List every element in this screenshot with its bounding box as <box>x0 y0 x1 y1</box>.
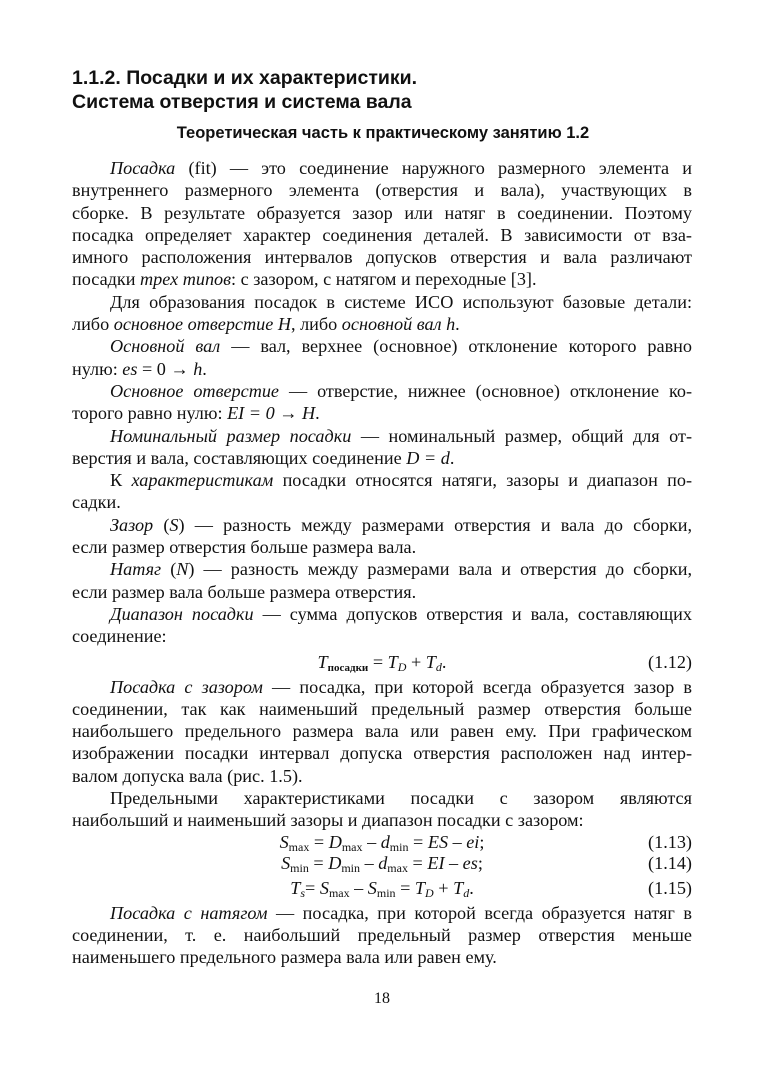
subscript-text: посадки <box>327 661 369 674</box>
subscript-text: max <box>328 885 350 900</box>
italic-text: D <box>328 831 342 852</box>
text-segment: . <box>202 358 207 379</box>
text-line <box>72 581 692 603</box>
italic-text: T <box>317 651 328 672</box>
italic-text: EI – es <box>427 852 478 873</box>
equation-number: (1.12) <box>648 651 692 672</box>
text-segment: наибольший и наименьший зазоры и диапазон посадки с зазором: <box>72 810 584 831</box>
line-text <box>72 314 460 334</box>
text-line <box>72 202 692 224</box>
text-segment: наименьшего предельного размера вала или равен ему. <box>72 947 497 968</box>
italic-text: трех типов <box>140 269 232 290</box>
text-segment: внутреннего размерного элемента (отверстия и вала), участвующих в <box>72 180 692 201</box>
text-segment: – <box>362 831 381 852</box>
text-line <box>72 946 692 968</box>
subscript-text: d <box>435 659 442 674</box>
text-line <box>72 380 692 402</box>
text-segment: ; <box>479 831 485 852</box>
italic-text: T <box>453 877 464 898</box>
text-segment: = 0 → <box>137 358 194 379</box>
text-segment: . <box>441 651 447 672</box>
italic-text: Номинальный размер посадки <box>110 425 352 446</box>
text-segment: соединении, т. е. наибольший предельный размер отверстия меньше <box>72 924 692 945</box>
text-segment: посадки относятся натяги, зазоры и диапазон по- <box>273 470 692 491</box>
page-number: 18 <box>374 990 390 1007</box>
text-line <box>72 402 692 424</box>
text-line <box>72 514 692 536</box>
line-text <box>72 699 692 719</box>
italic-text: T <box>425 651 436 672</box>
text-segment: сборке. В результате образуется зазор или натяг в соединении. Поэтому <box>72 202 692 223</box>
italic-text: Натяг <box>110 559 162 580</box>
text-segment: — посадка, при которой всегда образуется зазор в <box>262 676 692 697</box>
equation-number: (1.14) <box>648 852 692 873</box>
text-segment: = <box>368 651 388 672</box>
line-text <box>72 180 692 200</box>
italic-text: D <box>328 852 342 873</box>
text-segment: нулю: <box>72 358 123 379</box>
italic-text: Основной вал <box>110 336 221 357</box>
text-segment: наибольшего предельного размера вала или равен ему. При графическом <box>72 721 692 742</box>
line-text <box>110 677 692 697</box>
section-subtitle: Теоретическая часть к практическому занятию 1.2 <box>176 124 590 142</box>
text-segment: , либо <box>290 314 342 335</box>
text-segment: если размер вала больше размера отверстия. <box>72 581 417 602</box>
italic-text: S <box>279 831 289 852</box>
text-line <box>72 291 692 313</box>
line-text <box>72 810 584 830</box>
line-text <box>72 947 497 967</box>
text-segment: — посадка, при которой всегда образуется натяг в <box>267 902 693 923</box>
formula-expression <box>318 652 447 672</box>
italic-text: S <box>367 877 377 898</box>
italic-text: d <box>380 831 390 852</box>
text-segment: ( <box>161 559 177 580</box>
line-text <box>72 359 207 379</box>
text-line <box>72 224 692 246</box>
subscript-text: D <box>425 885 434 900</box>
text-line <box>72 268 692 290</box>
italic-text: h <box>193 358 203 379</box>
text-line <box>72 765 692 787</box>
text-segment: — вал, верхнее (основное) отклонение которого равно <box>220 336 692 357</box>
text-segment: садки. <box>72 492 121 513</box>
line-text <box>72 626 167 646</box>
document-body <box>72 157 692 969</box>
text-segment: верстия и вала, составляющих соединение <box>72 447 407 468</box>
text-line <box>72 676 692 698</box>
text-line <box>72 469 692 491</box>
italic-text: Диапазон посадки <box>110 603 254 624</box>
text-segment: = <box>408 831 428 852</box>
subscript-text: min <box>341 860 361 875</box>
text-line <box>72 491 692 513</box>
line-text <box>72 582 416 602</box>
line-text <box>72 537 416 557</box>
text-line <box>72 924 692 946</box>
text-segment: ; <box>477 852 483 873</box>
line-text <box>110 903 692 923</box>
subscript-text: d <box>463 885 470 900</box>
text-segment: + <box>433 877 454 898</box>
text-segment: соединение: <box>72 626 167 647</box>
text-segment: — номинальный размер, общий для от- <box>351 425 693 446</box>
text-line <box>72 603 692 625</box>
line-text <box>110 470 692 490</box>
text-segment: изображении посадки интервал допуска отверстия расположен над интер- <box>72 743 692 764</box>
text-segment: = <box>305 877 320 898</box>
italic-text: Посадка с натягом <box>110 902 268 923</box>
text-line <box>72 536 692 558</box>
italic-text: Зазор <box>110 514 154 535</box>
line-text <box>72 269 537 289</box>
italic-text: N <box>176 559 189 580</box>
line-text <box>110 559 692 579</box>
text-segment: имного расположения интервалов допусков отверстия и вала различают <box>72 247 692 268</box>
subscript-text: max <box>341 839 363 854</box>
text-segment: . <box>469 877 474 898</box>
text-line <box>72 625 692 647</box>
italic-text: основное отверстие H <box>113 314 291 335</box>
subscript-text: min <box>376 885 396 900</box>
text-segment: соединении, так как наименьший предельный размер отверстия больше <box>72 698 692 719</box>
italic-text: d <box>378 852 388 873</box>
italic-text: ES – ei <box>427 831 480 852</box>
text-segment: посадки <box>72 269 141 290</box>
text-segment: = <box>407 852 428 873</box>
text-segment: – <box>349 877 368 898</box>
line-text <box>72 925 692 945</box>
line-text <box>110 381 692 401</box>
formula <box>72 832 692 853</box>
text-segment: = <box>309 831 329 852</box>
text-line <box>72 246 692 268</box>
formula-expression <box>281 853 483 873</box>
italic-text: Посадка <box>110 158 176 178</box>
text-segment: Предельными характеристиками посадки с зазором являются <box>110 788 692 809</box>
subscript-text: max <box>288 839 310 854</box>
text-segment: (fit) — это соединение наружного размерного элемента и <box>175 158 692 178</box>
line-text <box>72 403 320 423</box>
text-segment: – <box>360 852 379 873</box>
italic-text: характеристикам <box>131 470 274 491</box>
line-text <box>110 515 692 535</box>
text-line <box>72 809 692 831</box>
equation-number: (1.15) <box>648 877 692 898</box>
subscript-text: s <box>300 885 306 900</box>
subscript-text: min <box>290 860 309 875</box>
formula-expression <box>290 878 474 898</box>
text-line <box>72 179 692 201</box>
text-segment: ) — разность между размерами вала и отверстия до сборки, <box>188 559 692 580</box>
text-line <box>72 698 692 720</box>
section-title-line-2: Система отверстия и система вала <box>72 91 412 113</box>
text-segment: если размер отверстия больше размера вала. <box>72 537 417 558</box>
text-line <box>72 720 692 742</box>
formula-expression <box>280 832 485 852</box>
line-text <box>72 448 454 468</box>
subscript-text: max <box>387 860 408 875</box>
text-line <box>72 902 692 924</box>
text-line <box>72 558 692 580</box>
italic-text: T <box>387 651 398 672</box>
equation-number: (1.13) <box>648 831 692 852</box>
text-segment: ( <box>153 514 170 535</box>
text-line <box>72 157 692 179</box>
line-text <box>110 604 692 624</box>
line-text <box>72 766 303 786</box>
italic-text: Посадка с зазором <box>110 676 263 697</box>
text-segment: . <box>315 403 320 424</box>
text-segment: — отверстие, нижнее (основное) отклонение ко- <box>279 380 693 401</box>
text-line <box>72 313 692 335</box>
subscript-text: min <box>389 839 409 854</box>
text-segment: + <box>406 651 426 672</box>
text-line <box>72 358 692 380</box>
italic-text: S <box>319 877 329 898</box>
text-segment: ) — разность между размерами отверстия и вала до сборки, <box>178 514 693 535</box>
italic-text: T <box>414 877 426 898</box>
formula <box>72 853 692 874</box>
line-text <box>110 426 692 446</box>
text-line <box>72 335 692 357</box>
section-heading <box>72 66 694 144</box>
italic-text: Основное отверстие <box>110 380 280 401</box>
section-title-line-1: 1.1.2. Посадки и их характеристики. <box>72 67 418 89</box>
text-segment: . <box>449 447 455 468</box>
line-text <box>72 721 692 741</box>
text-segment: = <box>395 877 415 898</box>
italic-text: основной вал h <box>341 314 456 335</box>
text-segment: : с зазором, с натягом и переходные [3]. <box>231 269 537 290</box>
subscript-text: D <box>397 659 407 674</box>
text-segment: торого равно нулю: <box>72 403 228 424</box>
text-segment: . <box>455 314 460 335</box>
text-line <box>72 425 692 447</box>
formula <box>72 648 692 676</box>
line-text <box>110 292 692 312</box>
line-text <box>72 247 692 267</box>
italic-text: EI = 0 → H <box>227 403 316 424</box>
italic-text: S <box>281 852 291 873</box>
text-segment: либо <box>72 314 114 335</box>
formula <box>72 874 692 902</box>
line-text <box>110 158 692 178</box>
line-text <box>72 203 692 223</box>
italic-text: S <box>169 514 179 535</box>
text-line <box>72 742 692 764</box>
text-segment: — сумма допусков отверстия и вала, составляющих <box>253 603 692 624</box>
italic-text: es <box>122 358 138 379</box>
text-segment: посадка определяет характер соединения деталей. В зависимости от вза- <box>72 224 692 245</box>
italic-text: T <box>290 877 301 898</box>
line-text <box>72 225 692 245</box>
text-line <box>72 447 692 469</box>
text-segment: Для образования посадок в системе ИСО используют базовые детали: <box>110 291 692 312</box>
line-text <box>110 336 692 356</box>
italic-text: D = d <box>406 447 450 468</box>
text-segment: К <box>110 470 132 491</box>
line-text <box>72 492 121 512</box>
text-segment: валом допуска вала (рис. 1.5). <box>72 765 303 786</box>
text-line <box>72 787 692 809</box>
line-text <box>110 788 692 808</box>
text-segment: = <box>308 852 329 873</box>
line-text <box>72 743 692 763</box>
